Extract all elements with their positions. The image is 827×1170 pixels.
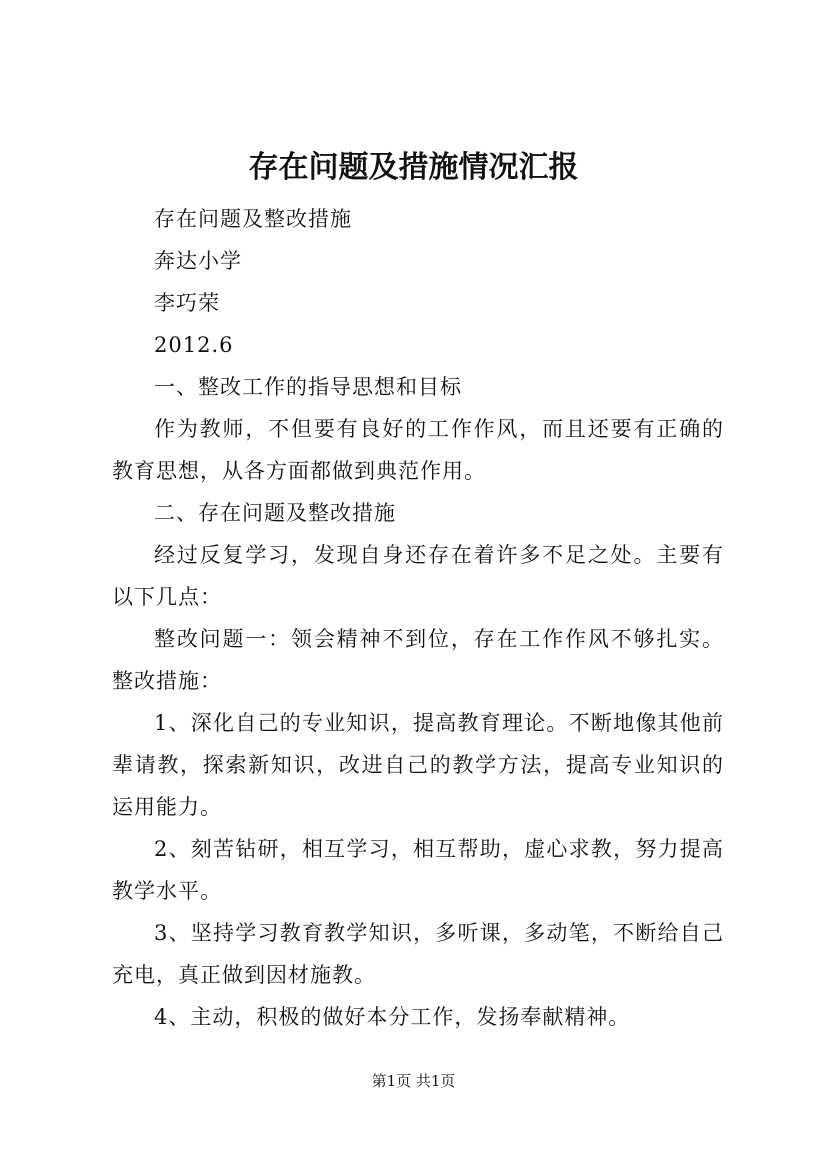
list-item: 3、坚持学习教育教学知识，多听课，多动笔，不断给自己充电，真正做到因材施教。 [112, 921, 724, 987]
list-item: 4、主动，积极的做好本分工作，发扬奉献精神。 [154, 1005, 631, 1029]
paragraph: 整改问题一：领会精神不到位，存在工作作风不够扎实。整改措施： [112, 627, 724, 693]
header-line-date: 2012.6 [154, 333, 234, 357]
page-footer: 第1页 共1页 [371, 1072, 456, 1090]
document-title: 存在问题及措施情况汇报 [248, 150, 579, 185]
header-line-author: 李巧荣 [154, 291, 220, 315]
document-body [112, 198, 724, 1038]
header-line-topic: 存在问题及整改措施 [154, 207, 352, 231]
paragraph: 作为教师，不但要有良好的工作作风，而且还要有正确的教育思想，从各方面都做到典范作用。 [112, 417, 724, 483]
section-heading-2: 二、存在问题及整改措施 [154, 501, 396, 525]
list-item: 1、深化自己的专业知识，提高教育理论。不断地像其他前辈请教，探索新知识，改进自己的教学方法，提高专业知识的运用能力。 [112, 711, 724, 819]
list-item: 2、刻苦钻研，相互学习，相互帮助，虚心求教，努力提高教学水平。 [112, 837, 724, 903]
header-line-school: 奔达小学 [154, 249, 242, 273]
paragraph: 经过反复学习，发现自身还存在着许多不足之处。主要有以下几点： [112, 543, 724, 609]
section-heading-1: 一、整改工作的指导思想和目标 [154, 375, 462, 399]
